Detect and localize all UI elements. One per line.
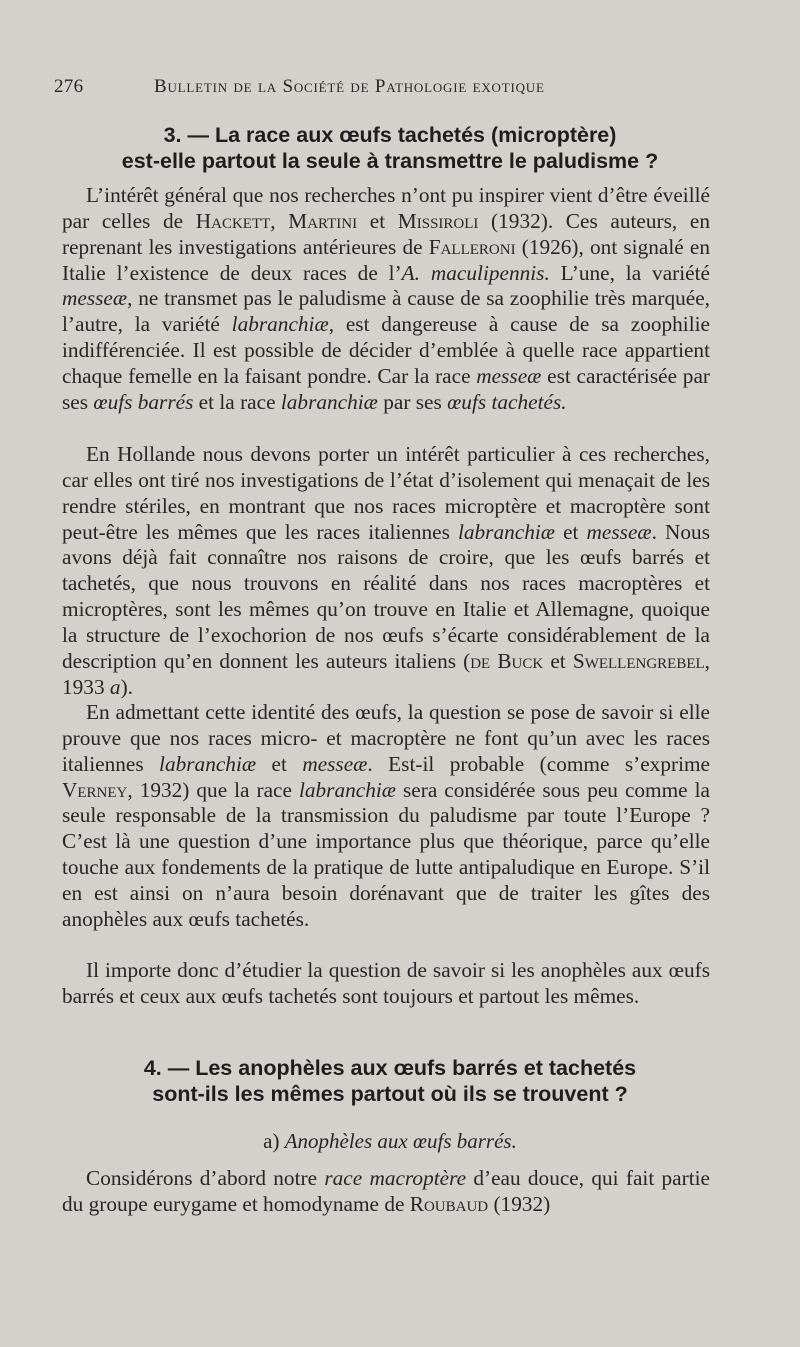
emphasis: a bbox=[109, 674, 121, 699]
text: , bbox=[270, 208, 289, 233]
text: est caractérisée par ses bbox=[62, 363, 710, 414]
species-name: labranchiæ bbox=[280, 389, 378, 414]
species-name: labranchiæ bbox=[298, 777, 396, 802]
author-name: Roubaud bbox=[409, 1191, 489, 1216]
text: et bbox=[543, 648, 573, 673]
text: (1926), ont signalé en Italie l’existence de deux races de l’ bbox=[62, 234, 710, 285]
paragraph-4 bbox=[62, 958, 710, 1010]
text: , est dangereuse à cause de sa zoophilie indifférenciée. Il est possible de décider d’emblée à quelle race appartient chaque femelle en la faisant pondre. Car la race bbox=[62, 312, 711, 388]
text: d’eau douce, qui fait partie du groupe eurygame et homodyname de bbox=[62, 1166, 710, 1216]
section-3-heading-line1: 3. — La race aux œufs tachetés (microptère) bbox=[163, 123, 617, 147]
text: et bbox=[555, 519, 587, 544]
emphasis: œufs tachetés. bbox=[447, 389, 567, 414]
author-name: Martini bbox=[288, 208, 358, 233]
author-name: Hackett bbox=[195, 208, 271, 233]
paragraph-2 bbox=[62, 442, 710, 700]
text: Il importe donc d’étudier la question de savoir si les anophèles aux œufs barrés et ceux aux œufs tachetés sont toujours et partout les mêmes. bbox=[62, 958, 710, 1008]
text: L’intérêt général que nos recherches n’ont pu inspirer vient d’être éveillé par celles de bbox=[62, 183, 710, 233]
text: L’une, la variété bbox=[549, 260, 710, 285]
section-4-heading-line1: 4. — Les anophèles aux œufs barrés et tachetés bbox=[143, 1056, 637, 1080]
paragraph-5 bbox=[62, 1166, 710, 1218]
author-name: Verney bbox=[62, 777, 128, 802]
author-name: Missiroli bbox=[397, 208, 479, 233]
emphasis: œufs barrés bbox=[93, 389, 194, 414]
page-header bbox=[54, 76, 654, 106]
text: ). bbox=[120, 674, 133, 699]
text: En Hollande nous devons porter un intérêt particulier à ces recherches, car elles ont tiré nos investigations de l’état d’isolement qui menaçait de les rendre stériles, en montrant que nos races microptère et macroptère sont peut-être les mêmes que les races italiennes bbox=[62, 442, 710, 544]
text: sera considérée sous peu comme la seule responsable de la transmission du paludisme par toute l’Europe ? C’est là une question d’une importance plus que théorique, parce qu’elle touche aux fondements de la pratique de lutte antipaludique en Europe. S’il en est ainsi on n’aura besoin dorénavant que de traiter les gîtes des anophèles aux œufs tachetés. bbox=[62, 777, 710, 931]
author-name: Falleroni bbox=[428, 234, 516, 259]
subsection-letter: a) bbox=[263, 1129, 285, 1153]
text: En admettant cette identité des œufs, la question se pose de savoir si elle prouve que nos races micro- et macroptère ne font qu’un avec les races italiennes bbox=[62, 700, 710, 776]
text: , 1933 bbox=[62, 648, 710, 699]
text: (1932) bbox=[488, 1191, 551, 1216]
section-3-heading-line2: est-elle partout la seule à transmettre le paludisme ? bbox=[121, 149, 659, 173]
author-name: de Buck bbox=[470, 648, 544, 673]
section-4-heading-line2: sont-ils les mêmes partout où ils se trouvent ? bbox=[152, 1082, 628, 1106]
running-title: Bulletin de la Société de Pathologie exotique bbox=[154, 76, 545, 97]
subsection-title: Anophèles aux œufs barrés. bbox=[284, 1129, 517, 1153]
author-name: Swellengrebel bbox=[572, 648, 705, 673]
species-name: A. maculipennis. bbox=[401, 260, 550, 285]
species-name: messeæ bbox=[586, 519, 652, 544]
emphasis: race macroptère bbox=[324, 1166, 467, 1190]
paragraph-3 bbox=[62, 700, 710, 933]
text: et bbox=[357, 208, 398, 233]
section-4-heading bbox=[60, 1055, 720, 1107]
species-name: messeæ bbox=[302, 751, 368, 776]
species-name: messeæ bbox=[62, 286, 128, 311]
text: . Nous avons déjà fait connaître nos raisons de croire, que les œufs barrés et tachetés, que nous trouvons en réalité dans nos races macroptères et microptères, sont les mêmes qu’on trouve en Italie et Allemagne, quoique la structure de l’exochorion de nos œufs s’écarte considérablement de la description qu’en donnent les auteurs italiens ( bbox=[62, 519, 710, 673]
text: . Est-il probable (comme s’exprime bbox=[367, 751, 711, 776]
text: Considérons d’abord notre bbox=[86, 1166, 325, 1190]
text: et bbox=[256, 751, 303, 776]
paragraph-1 bbox=[62, 183, 710, 416]
species-name: labranchiæ bbox=[159, 751, 257, 776]
page-number: 276 bbox=[54, 76, 84, 97]
species-name: labranchiæ bbox=[457, 519, 555, 544]
species-name: labranchiæ bbox=[231, 312, 329, 337]
text: , 1932) que la race bbox=[127, 777, 299, 802]
section-3-heading bbox=[60, 122, 720, 174]
subsection-a-heading bbox=[60, 1128, 720, 1154]
text: et la race bbox=[193, 389, 281, 414]
text: , ne transmet pas le paludisme à cause de sa zoophilie très marquée, l’autre, la variété bbox=[62, 286, 710, 337]
text: (1932). Ces auteurs, en reprenant les investigations antérieures de bbox=[62, 208, 710, 259]
species-name: messeæ bbox=[476, 363, 542, 388]
text: par ses bbox=[377, 389, 448, 414]
